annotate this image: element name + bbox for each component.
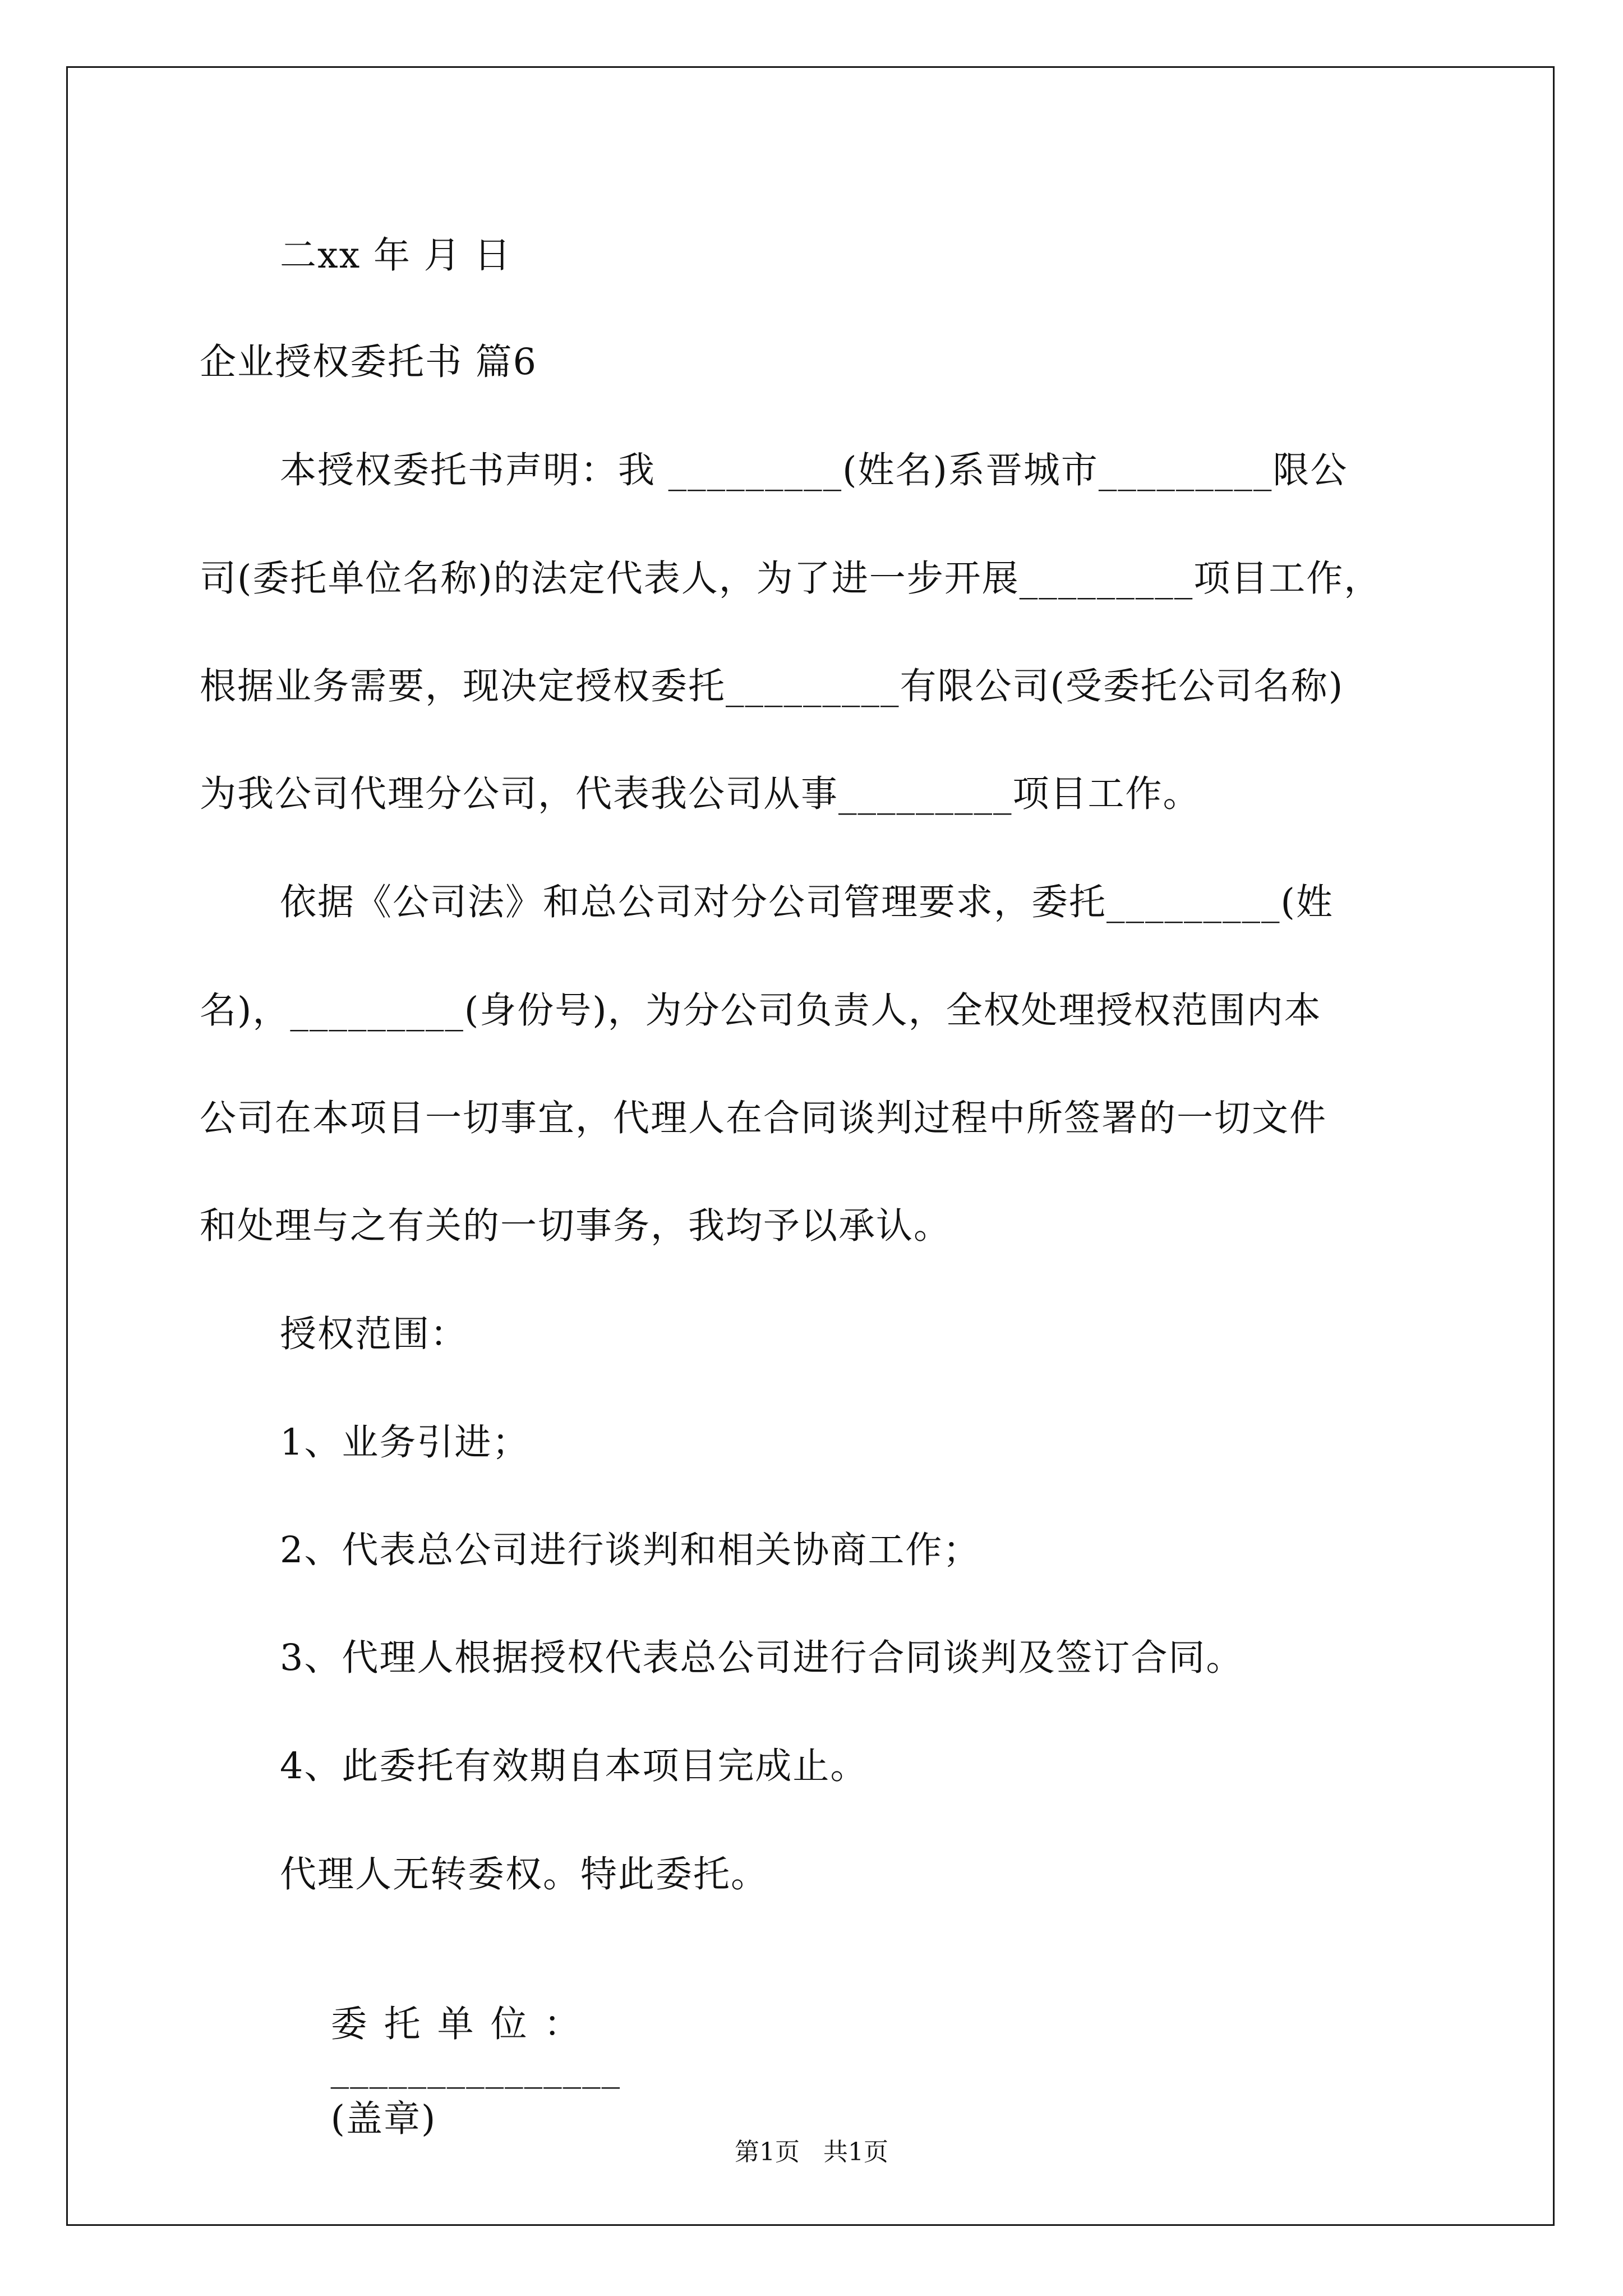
signature-seal: (盖章) [330, 2098, 437, 2140]
paragraph-2-line-2: 名)，_________(身份号)，为分公司负责人，全权处理授权范围内本 [200, 990, 1322, 1032]
paragraph-1-line-3: 根据业务需要，现决定授权委托_________有限公司(受委托公司名称) [200, 665, 1344, 707]
closing-statement: 代理人无转委权。特此委托。 [280, 1853, 769, 1895]
page-border [66, 66, 1555, 2226]
signature-blank: _______________ [330, 2047, 621, 2089]
scope-heading: 授权范围： [280, 1313, 468, 1355]
scope-item-2: 2、代表总公司进行谈判和相关协商工作； [280, 1529, 981, 1571]
paragraph-2-line-1: 依据《公司法》和总公司对分公司管理要求，委托_________(姓 [280, 881, 1334, 923]
paragraph-2-line-3: 公司在本项目一切事宜，代理人在合同谈判过程中所签署的一切文件 [200, 1097, 1327, 1139]
scope-item-1: 1、业务引进； [280, 1421, 530, 1464]
scope-item-3: 3、代理人根据授权代表总公司进行合同谈判及签订合同。 [280, 1637, 1244, 1679]
paragraph-1-line-4: 为我公司代理分公司，代表我公司从事_________项目工作。 [200, 773, 1201, 815]
page-footer: 第1页 共1页 [735, 2138, 888, 2166]
section-title: 企业授权委托书 篇6 [200, 341, 538, 383]
paragraph-2-line-4: 和处理与之有关的一切事务，我均予以承认。 [200, 1205, 952, 1247]
paragraph-1-line-2: 司(委托单位名称)的法定代表人，为了进一步开展_________项目工作， [200, 558, 1382, 600]
date-line: 二xx 年 月 日 [280, 234, 512, 277]
paragraph-1-line-1: 本授权委托书声明：我 _________(姓名)系晋城市_________限公 [280, 449, 1348, 491]
scope-item-4: 4、此委托有效期自本项目完成止。 [280, 1745, 868, 1787]
signature-label: 委托单位： [330, 2003, 597, 2045]
